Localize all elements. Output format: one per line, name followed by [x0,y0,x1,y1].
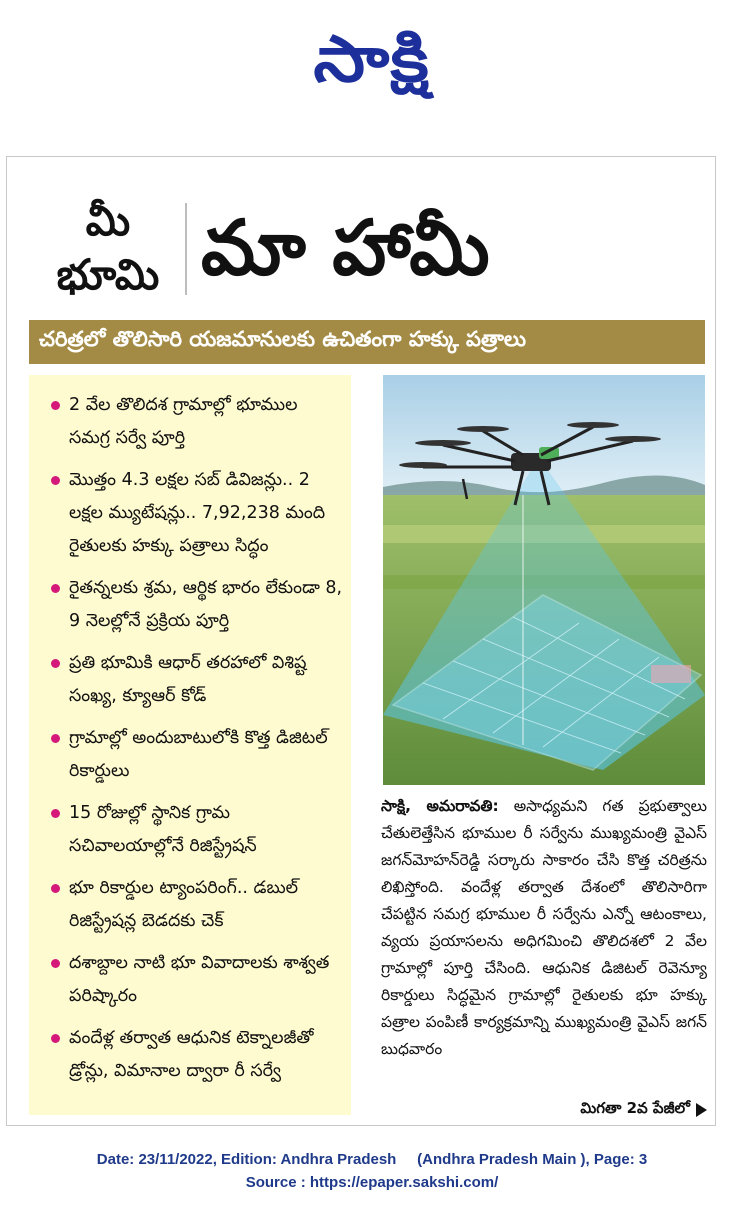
highlight-text: దశాబ్దాల నాటి భూ వివాదాలకు శాశ్వత పరిష్కారం [69,953,330,1006]
continued-on-page [547,1097,707,1123]
bullet-dot-icon [51,584,60,593]
plot-highlight [651,665,691,683]
subhead-text: చరిత్రలో తొలిసారి యజమానులకు ఉచితంగా హక్కు పత్రాలు [39,327,527,351]
headline-kicker [33,185,183,310]
article-body [381,793,707,1098]
bullet-dot-icon [51,809,60,818]
arrow-right-icon [696,1103,707,1117]
bullet-dot-icon [51,401,60,410]
highlight-text: 2 వేల తొలిదశ గ్రామాల్లో భూముల సమగ్ర సర్వే పూర్తి [69,395,298,448]
bullet-dot-icon [51,476,60,485]
kicker-line-2: భూమి [56,249,160,299]
drone-survey-photo [383,375,705,785]
highlight-text: వందేళ్ల తర్వాత ఆధునిక టెక్నాలజీతో డ్రోన్లు, విమానాల ద్వారా రీ సర్వే [69,1028,314,1081]
highlight-item [51,389,343,455]
highlights-box [29,375,351,1115]
highlight-item [51,572,343,638]
main-title: మా హామీ [201,203,490,292]
highlight-text: 15 రోజుల్లో స్థానిక గ్రామ సచివాలయాల్లోనే రిజిస్ట్రేషన్ [69,803,257,856]
footer-edition-info: Date: 23/11/2022, Edition: Andhra Pradesh (Andhra Pradesh Main ), Page: 3 [96,1151,648,1168]
continued-text: మిగతా 2వ పేజీలో [580,1099,690,1117]
bullet-dot-icon [51,884,60,893]
highlight-item [51,797,343,863]
masthead [0,10,744,110]
page-footer [0,1148,744,1198]
highlight-item [51,722,343,788]
highlight-item [51,647,343,713]
kicker-line-1: మీ [85,195,131,245]
highlight-text: గ్రామాల్లో అందుబాటులోకి కొత్త డిజిటల్ రికార్డులు [69,728,328,781]
highlight-item [51,947,343,1013]
sakshi-logo: సాక్షి [313,23,431,97]
headline [33,185,713,310]
highlight-text: రైతన్నలకు శ్రమ, ఆర్థిక భారం లేకుండా 8, 9 నెలల్లోనే ప్రక్రియ పూర్తి [69,578,343,631]
bullet-dot-icon [51,659,60,668]
highlight-item [51,464,343,563]
highlight-item [51,872,343,938]
news-clipping [6,156,716,1126]
bullet-dot-icon [51,734,60,743]
bullet-dot-icon [51,959,60,968]
highlight-item [51,1022,343,1088]
highlight-text: భూ రికార్డుల ట్యాంపరింగ్.. డబుల్ రిజిస్ట్రేషన్ల బెడదకు చెక్ [69,878,299,931]
subhead-bar [29,320,705,364]
highlight-text: ప్రతి భూమికి ఆధార్ తరహాలో విశిష్ట సంఖ్య, క్యూఆర్ కోడ్ [69,653,307,706]
kicker-divider [185,203,187,295]
footer-source: Source : https://epaper.sakshi.com/ [245,1174,499,1191]
drone-survey-illustration [383,375,705,785]
article-text: అసాధ్యమని గత ప్రభుత్వాలు చేతులెత్తేసిన భూముల రీ సర్వేను ముఖ్యమంత్రి వైఎస్ జగన్‌మోహన్‌రెడ్డి సర్కారు సాకారం చేసి కొత్త చరిత్రను లిఖిస్తోంది. వందేళ్ల తర్వాత దేశంలో తొలిసారిగా చేపట్టిన సమగ్ర భూముల రీ సర్వేను ఎన్నో ఆటంకాలు, వ్యయ ప్రయాసలను అధిగమించి తొలిదశలో 2 వేల గ్రామాల్లో పూర్తి చేసింది. ఆధునిక డిజిటల్ రెవెన్యూ రికార్డులు సిద్ధమైన గ్రామాల్లో రైతులకు భూ హక్కు పత్రాల పంపిణీ కార్యక్రమాన్ని ముఖ్యమంత్రి వైఎస్ జగన్ బుధవారం [381,797,707,1058]
bullet-dot-icon [51,1034,60,1043]
highlight-text: మొత్తం 4.3 లక్షల సబ్ డివిజన్లు.. 2 లక్షల మ్యుటేషన్లు.. 7,92,238 మంది రైతులకు హక్కు పత్రాలు సిద్ధం [69,470,326,556]
article-dateline: సాక్షి, అమరావతి: [381,797,499,815]
